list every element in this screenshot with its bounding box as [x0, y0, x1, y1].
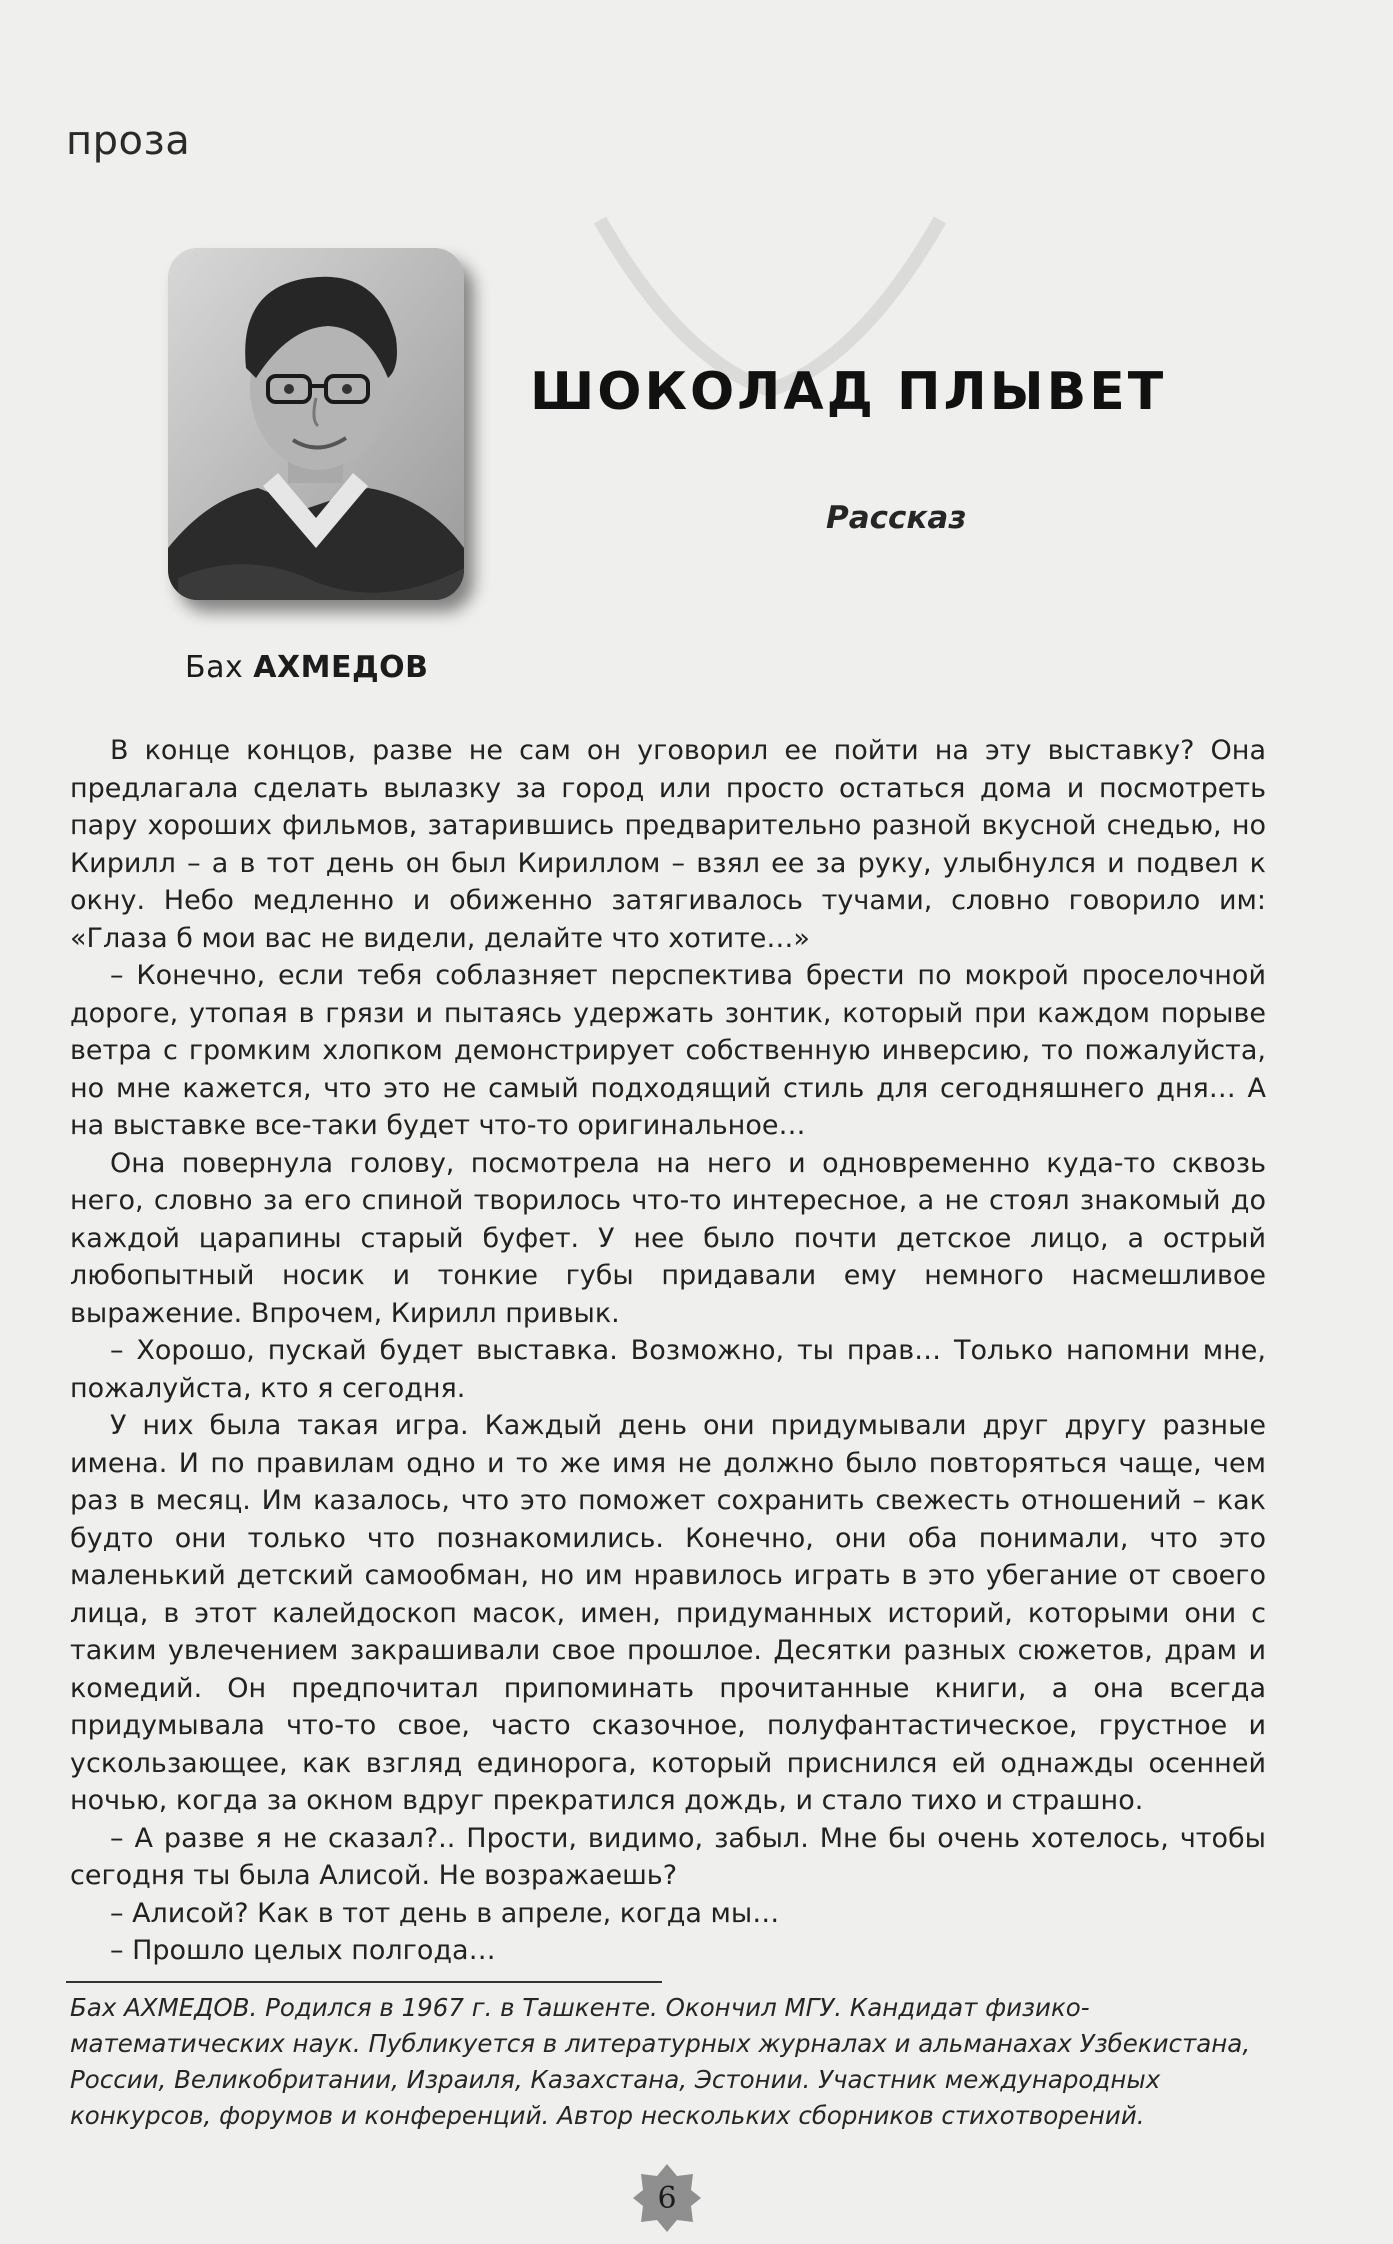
author-photo [168, 248, 464, 600]
paragraph: Она повернула голову, посмотрела на него и одновременно куда-то сквозь него, словно за его спиной творилось что-то интересное, а не стоял знакомый до каждой царапины старый буфет. У нее было почти детское лицо, а острый любопытный носик и тонкие губы придавали ему немного насмешливое выражение. Впрочем, Кирилл привык. [70, 1147, 1266, 1329]
paragraph: – Конечно, если тебя соблазняет перспектива брести по мокрой проселочной дороге, утопая в грязи и пытаясь удержать зонтик, который при каждом порыве ветра с громким хлопком демонстрирует собственную инверсию, то пожалуйста, но мне кажется, что это не самый подходящий стиль для сегодняшнего дня… А на выставке все-таки будет что-то оригинальное… [70, 960, 1266, 1141]
paragraph: – А разве я не сказал?.. Прости, видимо, забыл. Мне бы очень хотелось, чтобы сегодня ты была Алисой. Не возражаешь? [70, 1822, 1266, 1891]
section-label: проза [66, 118, 191, 164]
paragraph: У них была такая игра. Каждый день они придумывали друг другу разные имена. И по правилам одно и то же имя не должно было повторяться чаще, чем раз в месяц. Им казалось, что это поможет сохранить свежесть отношений – как будто они только что познакомились. Конечно, они оба понимали, что это маленький детский самообман, но им нравилось играть в это убегание от своего лица, в этот калейдоскоп масок, имен, придуманных историй, которыми они с таким увлечением закрашивали свое прошлое. Десятки разных сюжетов, драм и комедий. Он предпочитал припоминать прочитанные книги, а она всегда придумывала что-то свое, часто сказочное, полуфантастическое, грустное и ускользающее, как взгляд единорога, который приснился ей однажды осенней ночью, когда за окном вдруг прекратился дождь, и стало тихо и страшно. [70, 1410, 1266, 1816]
footnote-divider [66, 1981, 662, 1983]
paragraph: – Прошло целых полгода… [110, 1935, 496, 1966]
story-title: ШОКОЛАД ПЛЫВЕТ [530, 362, 1167, 422]
page-number: 6 [657, 2180, 677, 2216]
author-first-name: Бах [185, 650, 244, 685]
author-name [185, 650, 429, 685]
page-number-badge [631, 2162, 703, 2234]
paragraph: – Хорошо, пускай будет выставка. Возможно, ты прав… Только напомни мне, пожалуйста, кто я сегодня. [70, 1335, 1266, 1404]
paragraph: – Алисой? Как в тот день в апреле, когда мы… [110, 1897, 780, 1929]
story-subtitle: Рассказ [826, 500, 967, 536]
story-body [70, 732, 1266, 1970]
author-bio: Бах АХМЕДОВ. Родился в 1967 г. в Ташкенте. Окончил МГУ. Кандидат физико-математических наук. Публикуется в литературных журналах и альманахах Узбекистана, России, Великобритании, Израиля, Казахстана, Эстонии. Участник международных конкурсов, форумов и конференций. Автор нескольких сборников стихотворений. [70, 1993, 1251, 2130]
author-last-name: АХМЕДОВ [253, 650, 429, 685]
paragraph: В конце концов, разве не сам он уговорил ее пойти на эту выставку? Она предлагала сделать вылазку за город или просто остаться дома и посмотреть пару хороших фильмов, затарившись предварительно разной вкусной снедью, но Кирилл – а в тот день он был Кириллом – взял ее за руку, улыбнулся и подвел к окну. Небо медленно и обиженно затягивалось тучами, словно говорило им: «Глаза б мои вас не видели, делайте что хотите…» [70, 735, 1266, 954]
